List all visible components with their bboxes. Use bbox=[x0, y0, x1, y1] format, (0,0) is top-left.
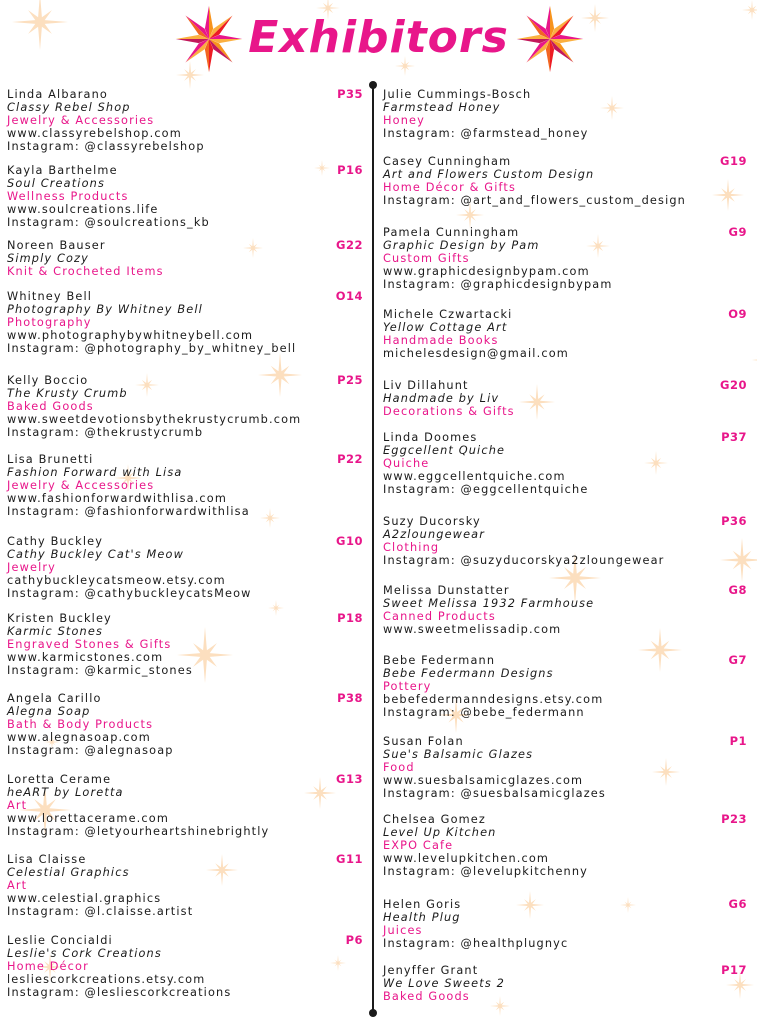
product-category: Photography bbox=[7, 316, 92, 329]
page-header bbox=[0, 0, 757, 80]
website-link[interactable]: michelesdesign@gmail.com bbox=[383, 347, 569, 360]
product-category: Custom Gifts bbox=[383, 252, 470, 265]
business-name: Karmic Stones bbox=[7, 625, 103, 638]
booth-number: G20 bbox=[720, 378, 747, 392]
instagram-handle[interactable]: Instagram: @thekrustycrumb bbox=[7, 426, 204, 439]
exhibitor-entry bbox=[7, 374, 363, 439]
business-name: The Krusty Crumb bbox=[7, 387, 128, 400]
instagram-handle[interactable]: Instagram: @photography_by_whitney_bell bbox=[7, 342, 297, 355]
exhibitor-entry bbox=[383, 431, 747, 496]
booth-number: G9 bbox=[728, 225, 747, 239]
booth-number: O14 bbox=[335, 289, 363, 303]
instagram-handle[interactable]: Instagram: @eggcellentquiche bbox=[383, 483, 589, 496]
exhibitor-name: Kelly Boccio bbox=[7, 374, 89, 387]
exhibitor-name: Lisa Brunetti bbox=[7, 453, 94, 466]
booth-number: G10 bbox=[336, 534, 363, 548]
product-category: Handmade Books bbox=[383, 334, 499, 347]
booth-number: G19 bbox=[720, 154, 747, 168]
exhibitor-entry bbox=[7, 853, 363, 918]
exhibitor-name: Kristen Buckley bbox=[7, 612, 112, 625]
booth-number: P18 bbox=[337, 611, 363, 625]
product-category: Art bbox=[7, 879, 28, 892]
website-link[interactable]: www.sweetdevotionsbythekrustycrumb.com bbox=[7, 413, 302, 426]
instagram-handle[interactable]: Instagram: @alegnasoap bbox=[7, 744, 174, 757]
booth-number: P22 bbox=[337, 452, 363, 466]
starburst-icon bbox=[513, 2, 587, 76]
exhibitor-name: Jenyffer Grant bbox=[383, 964, 479, 977]
website-link[interactable]: www.graphicdesignbypam.com bbox=[383, 265, 590, 278]
product-category: Jewelry & Accessories bbox=[7, 114, 155, 127]
booth-number: G22 bbox=[336, 238, 363, 252]
website-link[interactable]: cathybuckleycatsmeow.etsy.com bbox=[7, 574, 226, 587]
product-category: Canned Products bbox=[383, 610, 496, 623]
booth-number: P37 bbox=[721, 430, 747, 444]
product-category: Baked Goods bbox=[383, 990, 470, 1003]
website-link[interactable]: www.alegnasoap.com bbox=[7, 731, 151, 744]
exhibitor-name: Helen Goris bbox=[383, 898, 462, 911]
exhibitor-entry bbox=[7, 239, 363, 278]
exhibitor-name: Michele Czwartacki bbox=[383, 308, 513, 321]
business-name: Sue's Balsamic Glazes bbox=[383, 748, 534, 761]
business-name: Eggcellent Quiche bbox=[383, 444, 506, 457]
star-decoration bbox=[752, 352, 757, 368]
exhibitor-entry bbox=[7, 290, 363, 355]
exhibitor-name: Cathy Buckley bbox=[7, 535, 104, 548]
exhibitor-entry bbox=[383, 898, 747, 950]
business-name: Health Plug bbox=[383, 911, 461, 924]
business-name: Alegna Soap bbox=[7, 705, 91, 718]
exhibitor-entry bbox=[383, 379, 747, 418]
business-name: Sweet Melissa 1932 Farmhouse bbox=[383, 597, 595, 610]
website-link[interactable]: bebefedermanndesigns.etsy.com bbox=[383, 693, 604, 706]
website-link[interactable]: www.soulcreations.life bbox=[7, 203, 159, 216]
exhibitor-entry bbox=[7, 88, 363, 153]
instagram-handle[interactable]: Instagram: @suzyducorskya2zloungewear bbox=[383, 554, 665, 567]
exhibitor-name: Liv Dillahunt bbox=[383, 379, 469, 392]
website-link[interactable]: www.sweetmelissadip.com bbox=[383, 623, 562, 636]
instagram-handle[interactable]: Instagram: @letyourheartshinebrightly bbox=[7, 825, 270, 838]
business-name: Level Up Kitchen bbox=[383, 826, 497, 839]
instagram-handle[interactable]: Instagram: @bebe_federmann bbox=[383, 706, 585, 719]
product-category: Wellness Products bbox=[7, 190, 129, 203]
product-category: Art bbox=[7, 799, 28, 812]
business-name: heART by Loretta bbox=[7, 786, 124, 799]
instagram-handle[interactable]: Instagram: @graphicdesignbypam bbox=[383, 278, 613, 291]
booth-number: O9 bbox=[728, 307, 747, 321]
booth-number: G8 bbox=[728, 583, 747, 597]
business-name: Cathy Buckley Cat's Meow bbox=[7, 548, 184, 561]
booth-number: P6 bbox=[345, 933, 363, 947]
exhibitor-name: Susan Folan bbox=[383, 735, 464, 748]
exhibitor-name: Angela Carillo bbox=[7, 692, 102, 705]
exhibitor-entry bbox=[7, 453, 363, 518]
booth-number: P38 bbox=[337, 691, 363, 705]
exhibitor-entry bbox=[7, 164, 363, 229]
product-category: Quiche bbox=[383, 457, 430, 470]
exhibitor-entry bbox=[383, 155, 747, 207]
product-category: Clothing bbox=[383, 541, 440, 554]
exhibitor-entry bbox=[383, 88, 747, 140]
product-category: Bath & Body Products bbox=[7, 718, 154, 731]
exhibitor-name: Noreen Bauser bbox=[7, 239, 106, 252]
booth-number: G13 bbox=[336, 772, 363, 786]
website-link[interactable]: www.fashionforwardwithlisa.com bbox=[7, 492, 228, 505]
exhibitor-name: Bebe Federmann bbox=[383, 654, 496, 667]
booth-number: P35 bbox=[337, 87, 363, 101]
website-link[interactable]: www.karmicstones.com bbox=[7, 651, 164, 664]
booth-number: P16 bbox=[337, 163, 363, 177]
business-name: We Love Sweets 2 bbox=[383, 977, 505, 990]
business-name: Bebe Federmann Designs bbox=[383, 667, 554, 680]
product-category: Honey bbox=[383, 114, 425, 127]
instagram-handle[interactable]: Instagram: @karmic_stones bbox=[7, 664, 193, 677]
page-title: Exhibitors bbox=[248, 12, 509, 63]
business-name: Photography By Whitney Bell bbox=[7, 303, 203, 316]
website-link[interactable]: www.celestial.graphics bbox=[7, 892, 162, 905]
exhibitor-entry bbox=[383, 515, 747, 567]
exhibitor-name: Pamela Cunningham bbox=[383, 226, 520, 239]
exhibitor-name: Julie Cummings-Bosch bbox=[383, 88, 532, 101]
product-category: EXPO Cafe bbox=[383, 839, 454, 852]
exhibitor-name: Loretta Cerame bbox=[7, 773, 112, 786]
exhibitor-entry bbox=[7, 535, 363, 600]
instagram-handle[interactable]: Instagram: @levelupkitchenny bbox=[383, 865, 588, 878]
business-name: A2zloungewear bbox=[383, 528, 486, 541]
business-name: Simply Cozy bbox=[7, 252, 89, 265]
business-name: Celestial Graphics bbox=[7, 866, 130, 879]
website-link[interactable]: www.eggcellentquiche.com bbox=[383, 470, 566, 483]
instagram-handle[interactable]: Instagram: @healthplugnyc bbox=[383, 937, 569, 950]
business-name: Soul Creations bbox=[7, 177, 106, 190]
website-link[interactable]: www.photographybywhitneybell.com bbox=[7, 329, 254, 342]
exhibitor-name: Melissa Dunstatter bbox=[383, 584, 510, 597]
booth-number: G6 bbox=[728, 897, 747, 911]
website-link[interactable]: www.lorettacerame.com bbox=[7, 812, 170, 825]
instagram-handle[interactable]: Instagram: @lesliescorkcreations bbox=[7, 986, 232, 999]
booth-number: P23 bbox=[721, 812, 747, 826]
exhibitor-name: Linda Doomes bbox=[383, 431, 478, 444]
column-divider bbox=[372, 84, 374, 1014]
product-category: Baked Goods bbox=[7, 400, 94, 413]
exhibitor-entry bbox=[7, 773, 363, 838]
instagram-handle[interactable]: Instagram: @classyrebelshop bbox=[7, 140, 205, 153]
product-category: Home Décor bbox=[7, 960, 89, 973]
exhibitor-name: Chelsea Gomez bbox=[383, 813, 486, 826]
instagram-handle[interactable]: Instagram: @fashionforwardwithlisa bbox=[7, 505, 250, 518]
business-name: Classy Rebel Shop bbox=[7, 101, 131, 114]
instagram-handle[interactable]: Instagram: @soulcreations_kb bbox=[7, 216, 210, 229]
exhibitor-name: Kayla Barthelme bbox=[7, 164, 118, 177]
business-name: Handmade by Liv bbox=[383, 392, 500, 405]
instagram-handle[interactable]: Instagram: @l.claisse.artist bbox=[7, 905, 194, 918]
exhibitor-entry bbox=[383, 308, 747, 360]
website-link[interactable]: lesliescorkcreations.etsy.com bbox=[7, 973, 206, 986]
instagram-handle[interactable]: Instagram: @farmstead_honey bbox=[383, 127, 589, 140]
exhibitor-entry bbox=[383, 813, 747, 878]
instagram-handle[interactable]: Instagram: @art_and_flowers_custom_design bbox=[383, 194, 686, 207]
website-link[interactable]: www.suesbalsamicglazes.com bbox=[383, 774, 584, 787]
instagram-handle[interactable]: Instagram: @cathybuckleycatsMeow bbox=[7, 587, 252, 600]
exhibitor-name: Lisa Claisse bbox=[7, 853, 87, 866]
product-category: Knit & Crocheted Items bbox=[7, 265, 164, 278]
exhibitor-entry bbox=[383, 735, 747, 800]
booth-number: P1 bbox=[729, 734, 747, 748]
exhibitor-entry bbox=[7, 612, 363, 677]
booth-number: G11 bbox=[336, 852, 363, 866]
exhibitor-name: Whitney Bell bbox=[7, 290, 93, 303]
booth-number: P17 bbox=[721, 963, 747, 977]
product-category: Pottery bbox=[383, 680, 432, 693]
exhibitor-name: Casey Cunningham bbox=[383, 155, 512, 168]
product-category: Decorations & Gifts bbox=[383, 405, 515, 418]
exhibitor-entry bbox=[383, 654, 747, 719]
exhibitor-entry bbox=[7, 934, 363, 999]
business-name: Graphic Design by Pam bbox=[383, 239, 540, 252]
website-link[interactable]: www.levelupkitchen.com bbox=[383, 852, 550, 865]
exhibitor-name: Linda Albarano bbox=[7, 88, 108, 101]
product-category: Jewelry bbox=[7, 561, 56, 574]
business-name: Fashion Forward with Lisa bbox=[7, 466, 183, 479]
exhibitor-entry bbox=[383, 964, 747, 1003]
business-name: Art and Flowers Custom Design bbox=[383, 168, 595, 181]
exhibitor-entry bbox=[7, 692, 363, 757]
booth-number: G7 bbox=[728, 653, 747, 667]
product-category: Food bbox=[383, 761, 415, 774]
product-category: Juices bbox=[383, 924, 423, 937]
business-name: Yellow Cottage Art bbox=[383, 321, 508, 334]
exhibitor-entry bbox=[383, 226, 747, 291]
exhibitor-name: Leslie Concialdi bbox=[7, 934, 113, 947]
booth-number: P36 bbox=[721, 514, 747, 528]
product-category: Home Décor & Gifts bbox=[383, 181, 517, 194]
product-category: Engraved Stones & Gifts bbox=[7, 638, 172, 651]
instagram-handle[interactable]: Instagram: @suesbalsamicglazes bbox=[383, 787, 606, 800]
exhibitor-name: Suzy Ducorsky bbox=[383, 515, 481, 528]
website-link[interactable]: www.classyrebelshop.com bbox=[7, 127, 182, 140]
business-name: Farmstead Honey bbox=[383, 101, 501, 114]
business-name: Leslie's Cork Creations bbox=[7, 947, 162, 960]
booth-number: P25 bbox=[337, 373, 363, 387]
product-category: Jewelry & Accessories bbox=[7, 479, 155, 492]
exhibitor-entry bbox=[383, 584, 747, 636]
